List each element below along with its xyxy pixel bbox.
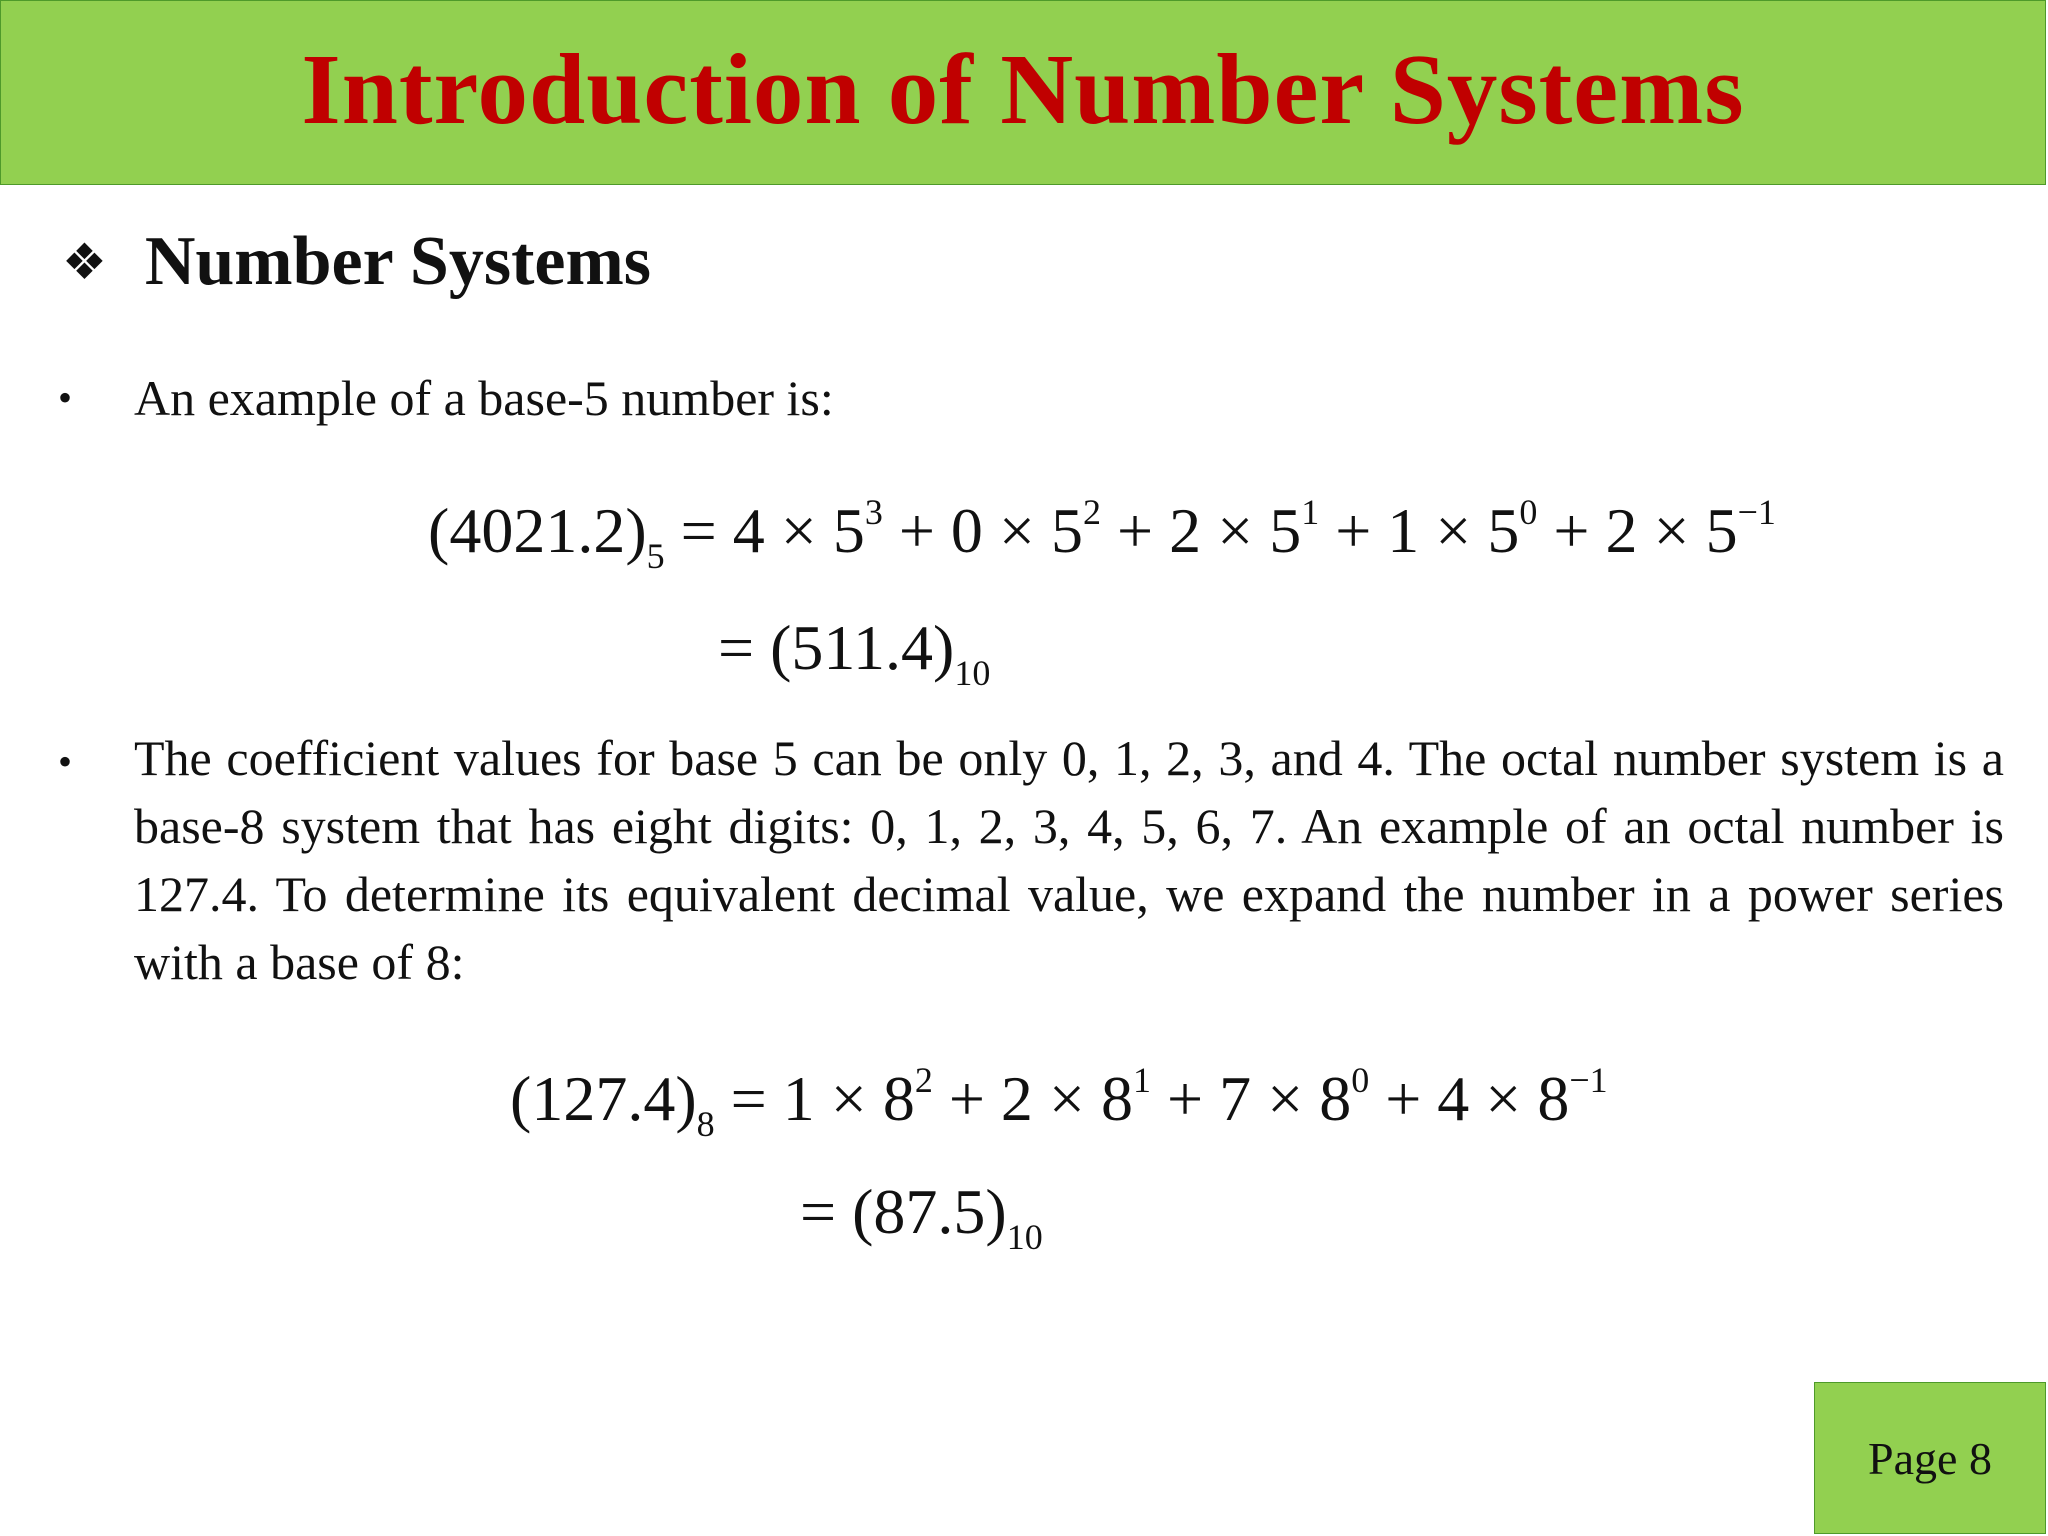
eq8-result-base: 10 (1006, 1217, 1043, 1257)
bullet-icon: • (58, 375, 73, 420)
eq8-exp: 1 (1133, 1060, 1151, 1100)
eq5-term: + 2 × 5 (1101, 495, 1302, 566)
section-heading (62, 222, 651, 302)
equation-base5-line2 (718, 612, 991, 693)
eq8-lhs: (127.4) (510, 1063, 697, 1134)
eq5-exp: 0 (1519, 492, 1538, 532)
bullet-icon: • (58, 739, 73, 784)
eq5-term: = 4 × 5 (664, 495, 865, 566)
eq8-exp: 0 (1351, 1060, 1370, 1100)
bullet-text-2: The coefficient values for base 5 can be only 0, 1, 2, 3, and 4. The octal number system is a base-8 system that has eight digits: 0, 1, 2, 3, 4, 5, 6, 7. An example of an octal number is 127.4. To determine its equivalent decimal value, we expand the number in a power series with a base of 8: (134, 730, 2004, 990)
equation-base5-line1 (428, 492, 1776, 576)
eq8-term: = 1 × 8 (714, 1063, 915, 1134)
eq8-exp: 2 (914, 1060, 933, 1100)
eq5-result-base: 10 (954, 653, 991, 693)
eq5-exp: 2 (1083, 492, 1101, 532)
equation-base8-line1 (510, 1060, 1608, 1144)
bullet-text-1: An example of a base-5 number is: (134, 370, 834, 426)
eq5-lhs-base: 5 (646, 536, 665, 576)
eq5-exp: 3 (864, 492, 883, 532)
page-number: Page 8 (1868, 1432, 1992, 1484)
equation-base8-line2 (800, 1176, 1043, 1257)
diamond-bullet-icon: ❖ (62, 234, 107, 290)
slide-title: Introduction of Number Systems (301, 32, 1745, 145)
eq8-term: + 2 × 8 (932, 1063, 1133, 1134)
eq5-exp: −1 (1737, 492, 1776, 532)
eq5-lhs: (4021.2) (428, 495, 647, 566)
eq5-result: = (511.4) (718, 612, 955, 683)
page-number-box (1814, 1382, 2046, 1534)
section-title: Number Systems (144, 223, 652, 300)
eq8-result: = (87.5) (800, 1176, 1007, 1247)
eq8-exp: −1 (1569, 1060, 1608, 1100)
eq5-term: + 1 × 5 (1319, 495, 1520, 566)
eq8-term: + 7 × 8 (1151, 1063, 1352, 1134)
eq5-exp: 1 (1301, 492, 1320, 532)
eq5-term: + 2 × 5 (1537, 495, 1738, 566)
eq8-lhs-base: 8 (696, 1104, 715, 1144)
eq5-term: + 0 × 5 (882, 495, 1083, 566)
title-bar (0, 0, 2046, 185)
eq8-term: + 4 × 8 (1369, 1063, 1570, 1134)
